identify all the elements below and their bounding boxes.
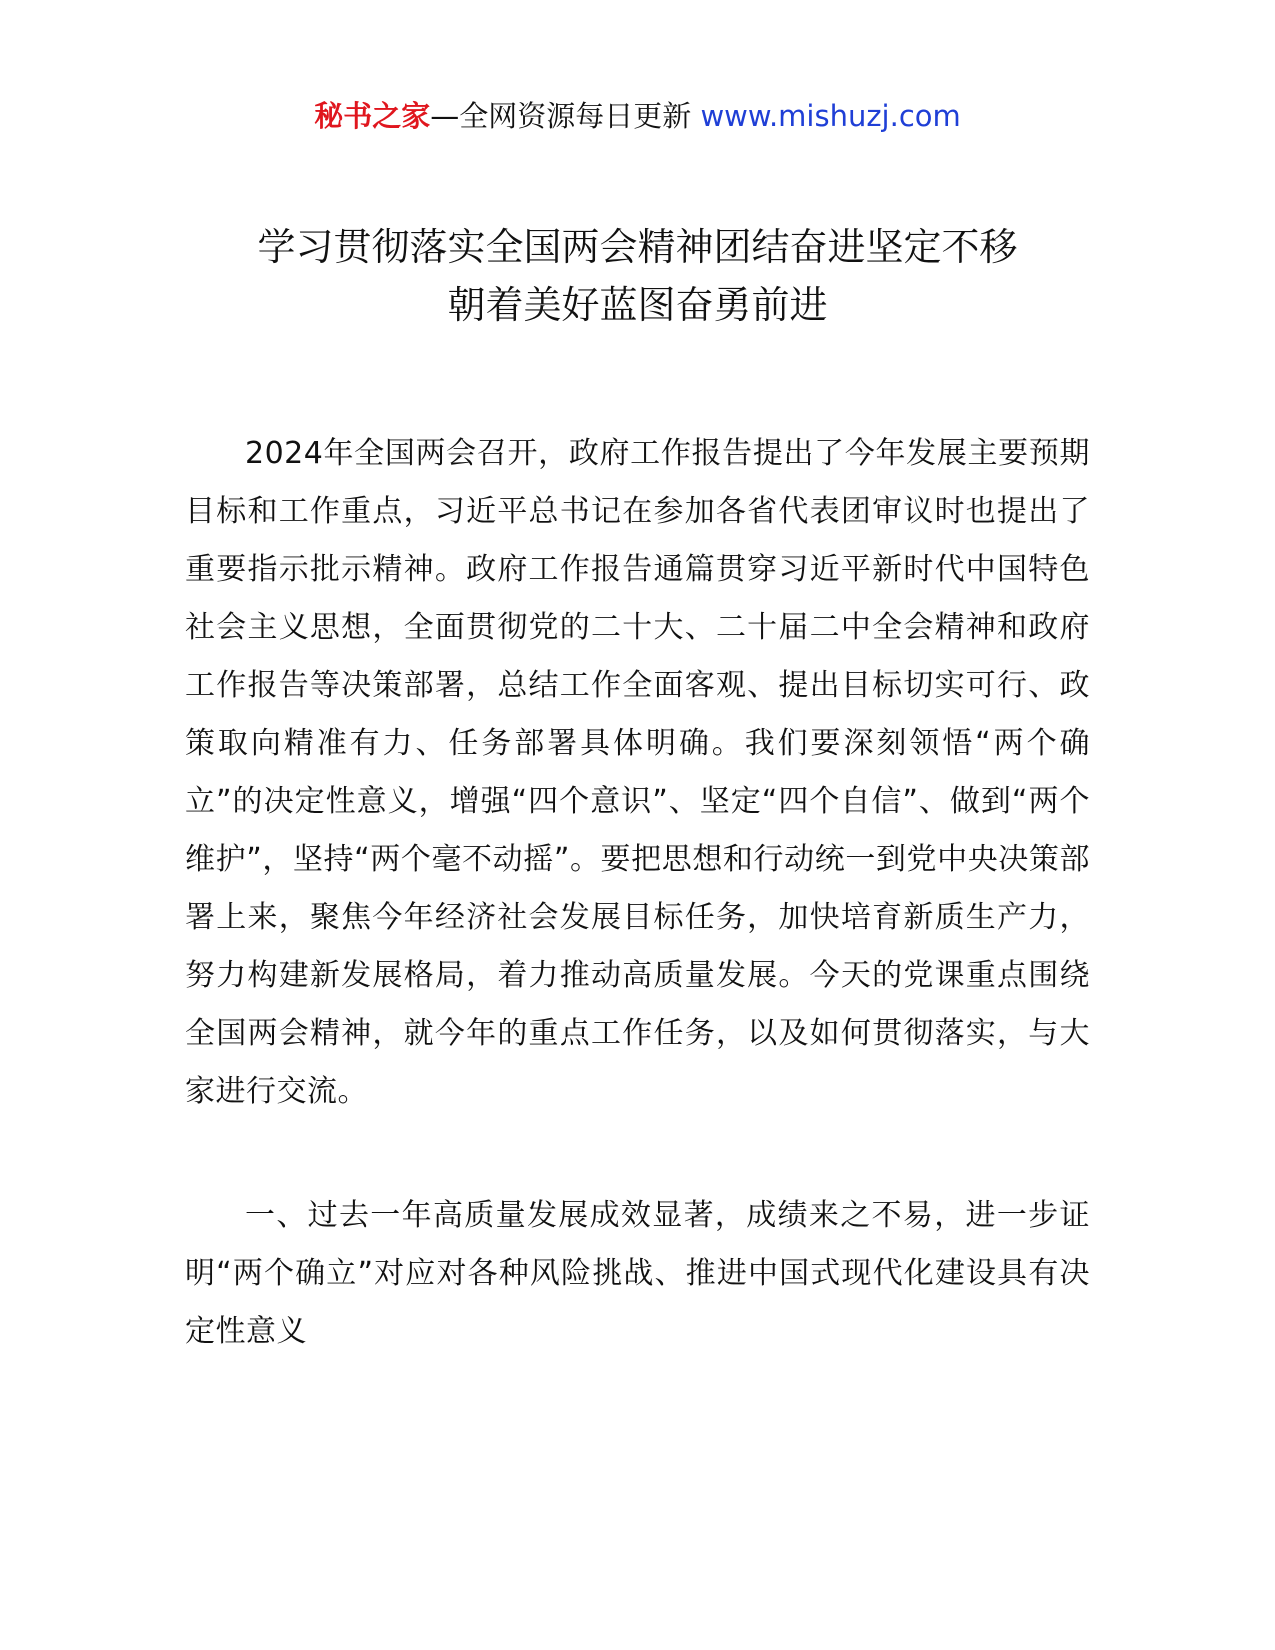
title-line-1: 学习贯彻落实全国两会精神团结奋进坚定不移: [257, 225, 1018, 269]
document-title: [0, 218, 1275, 334]
section-heading-1: [185, 1187, 1090, 1361]
paragraph-text: 2024年全国两会召开，政府工作报告提出了今年发展主要预期目标和工作重点，习近平总书记在参加各省代表团审议时也提出了重要指示批示精神。政府工作报告通篇贯穿习近平新时代中国特色社会主义思想，全面贯彻党的二十大、二十届二中全会精神和政府工作报告等决策部署，总结工作全面客观、提出目标切实可行、政策取向精准有力、任务部署具体明确。我们要深刻领悟“两个确立”的决定性意义，增强“四个意识”、坚定“四个自信”、做到“两个维护”，坚持“两个毫不动摇”。要把思想和行动统一到党中央决策部署上来，聚焦今年经济社会发展目标任务，加快培育新质生产力，努力构建新发展格局，着力推动高质量发展。今天的党课重点围绕全国两会精神，就今年的重点工作任务，以及如何贯彻落实，与大家进行交流。: [185, 436, 1090, 1109]
header-banner: [0, 96, 1275, 136]
brand-name: 秘书之家: [314, 99, 431, 133]
site-url-link[interactable]: www.mishuzj.com: [700, 99, 961, 133]
body-paragraph-intro: [185, 425, 1090, 1121]
header-tagline: —全网资源每日更新: [430, 99, 701, 133]
title-line-2: 朝着美好蓝图奋勇前进: [447, 283, 828, 327]
section-heading-text: 一、过去一年高质量发展成效显著，成绩来之不易，进一步证明“两个确立”对应对各种风险挑战、推进中国式现代化建设具有决定性意义: [185, 1198, 1090, 1349]
